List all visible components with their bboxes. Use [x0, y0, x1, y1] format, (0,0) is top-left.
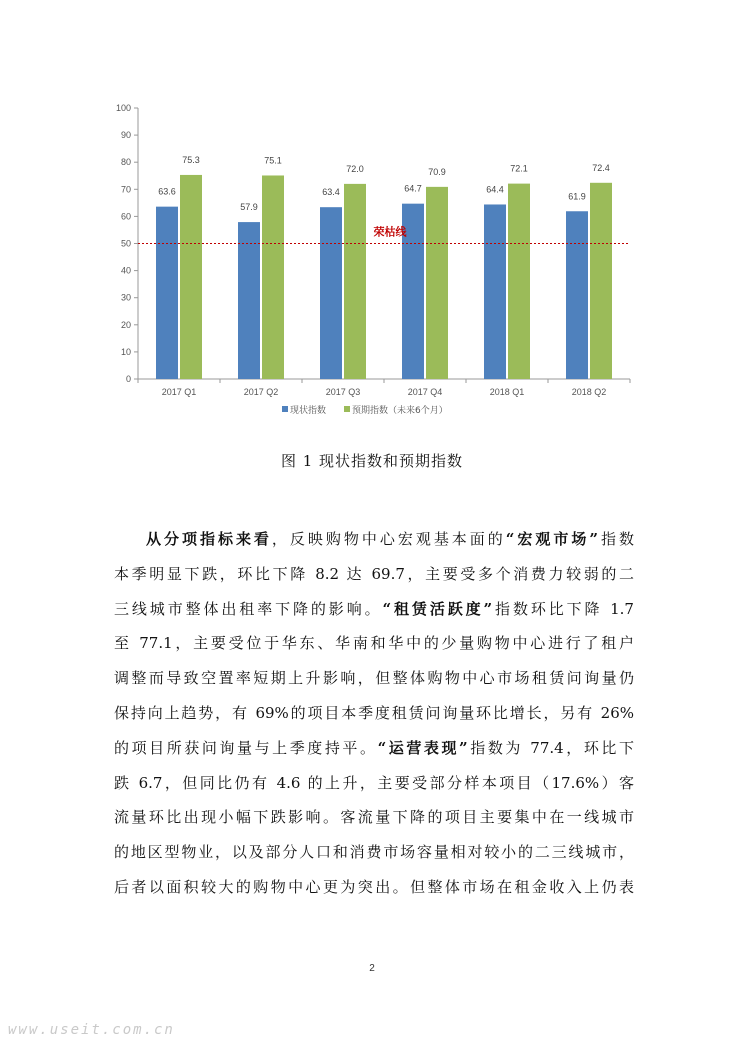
- bar-current: [484, 204, 506, 379]
- data-label: 64.4: [486, 184, 504, 195]
- data-label: 64.7: [404, 183, 422, 194]
- bar-expected: [426, 187, 448, 379]
- x-tick-label: 2017 Q3: [325, 387, 361, 397]
- y-tick-label: 100: [115, 103, 131, 113]
- y-tick-label: 50: [120, 238, 131, 249]
- bar-expected: [590, 183, 612, 379]
- x-tick-label: 2018 Q2: [571, 387, 607, 397]
- figure-caption: 图 1 现状指数和预期指数: [280, 452, 464, 470]
- bar-current: [238, 222, 260, 379]
- text-run: 指数: [597, 530, 634, 548]
- text-run: 流量环比出现小幅下跌影响。客流量下降的项目主要集中在一线城市: [114, 808, 634, 827]
- text-run: 本季明显下跌，环比下降 8.2 达 69.7，主要受多个消费力较弱的二: [114, 564, 634, 583]
- data-label: 70.9: [428, 166, 446, 177]
- paragraph-line: [114, 800, 634, 835]
- bars: [156, 155, 612, 379]
- paragraph-line: [114, 557, 634, 592]
- paragraph-line: [114, 766, 634, 801]
- text-run: 后者以面积较大的购物中心更为突出。但整体市场在租金收入上仍表: [114, 877, 634, 896]
- data-label: 57.9: [240, 202, 258, 213]
- paragraph-line: [114, 835, 634, 870]
- data-label: 75.3: [182, 154, 200, 165]
- reference-line-group: [138, 225, 630, 244]
- bar-expected: [508, 184, 530, 379]
- y-tick-label: 20: [120, 319, 131, 330]
- text-run: 指数为 77.4，环比下: [467, 738, 634, 757]
- bar-current: [156, 207, 178, 379]
- data-label: 72.4: [592, 162, 610, 173]
- text-run: 的项目所获问询量与上季度持平。: [114, 738, 378, 757]
- paragraph-line: [114, 592, 634, 627]
- legend-label: 现状指数: [290, 406, 327, 416]
- legend: [282, 404, 448, 416]
- data-label: 72.1: [510, 163, 528, 174]
- watermark: www.useit.com.cn: [8, 1022, 175, 1038]
- y-tick-label: 40: [120, 265, 131, 276]
- x-tick-label: 2017 Q2: [243, 387, 279, 397]
- text-run: 至 77.1，主要受位于华东、华南和华中的少量购物中心进行了租户: [114, 634, 634, 653]
- bar-chart: [0, 0, 744, 440]
- bar-expected: [344, 184, 366, 379]
- y-tick-label: 0: [125, 374, 131, 384]
- reference-line-label: 荣枯线: [373, 225, 407, 239]
- bold-phrase: 从分项指标来看: [146, 530, 272, 548]
- y-tick-label: 60: [120, 211, 131, 222]
- page-number: 2: [369, 963, 375, 974]
- legend-swatch: [282, 406, 288, 412]
- y-axis: [116, 103, 138, 384]
- text-run: 指数环比下降 1.7: [492, 599, 634, 618]
- paragraph-line: [114, 696, 634, 731]
- x-tick-label: 2017 Q1: [161, 387, 197, 397]
- body-paragraph: [114, 522, 634, 905]
- text-run: 调整而导致空置率短期上升影响，但整体购物中心市场租赁问询量仍: [114, 669, 634, 688]
- text-run: 的地区型物业，以及部分人口和消费市场容量相对较小的二三线城市，: [114, 843, 634, 862]
- bold-phrase: “运营表现”: [377, 738, 468, 757]
- legend-label: 预期指数（未来6个月）: [352, 406, 448, 416]
- y-tick-label: 10: [120, 346, 131, 357]
- data-label: 63.6: [158, 186, 176, 197]
- bar-expected: [180, 175, 202, 379]
- paragraph-line: [114, 870, 634, 905]
- bar-current: [320, 207, 342, 379]
- paragraph-line: [146, 522, 634, 557]
- text-run: 跌 6.7，但同比仍有 4.6 的上升，主要受部分样本项目（17.6%）客: [114, 773, 634, 792]
- bar-current: [566, 211, 588, 379]
- paragraph-line: [114, 626, 634, 661]
- text-run: 三线城市整体出租率下降的影响。: [114, 599, 383, 618]
- y-tick-label: 70: [120, 184, 131, 195]
- x-axis: [138, 379, 630, 397]
- data-label: 75.1: [264, 155, 282, 166]
- bar-expected: [262, 175, 284, 379]
- data-label: 61.9: [568, 191, 586, 202]
- paragraph-line: [114, 731, 634, 766]
- data-label: 72.0: [346, 163, 364, 174]
- y-tick-label: 90: [120, 130, 131, 141]
- x-tick-label: 2017 Q4: [407, 387, 443, 397]
- text-run: 保持向上趋势，有 69%的项目本季度租赁问询量环比增长，另有 26%: [114, 703, 634, 722]
- legend-swatch: [344, 406, 350, 412]
- x-tick-label: 2018 Q1: [489, 387, 525, 397]
- text-run: ，反映购物中心宏观基本面的: [271, 530, 506, 548]
- y-tick-label: 80: [120, 157, 131, 168]
- paragraph-line: [114, 661, 634, 696]
- data-label: 63.4: [322, 187, 340, 198]
- bold-phrase: “宏观市场”: [505, 530, 598, 548]
- bold-phrase: “租赁活跃度”: [382, 599, 493, 618]
- y-tick-label: 30: [120, 292, 131, 303]
